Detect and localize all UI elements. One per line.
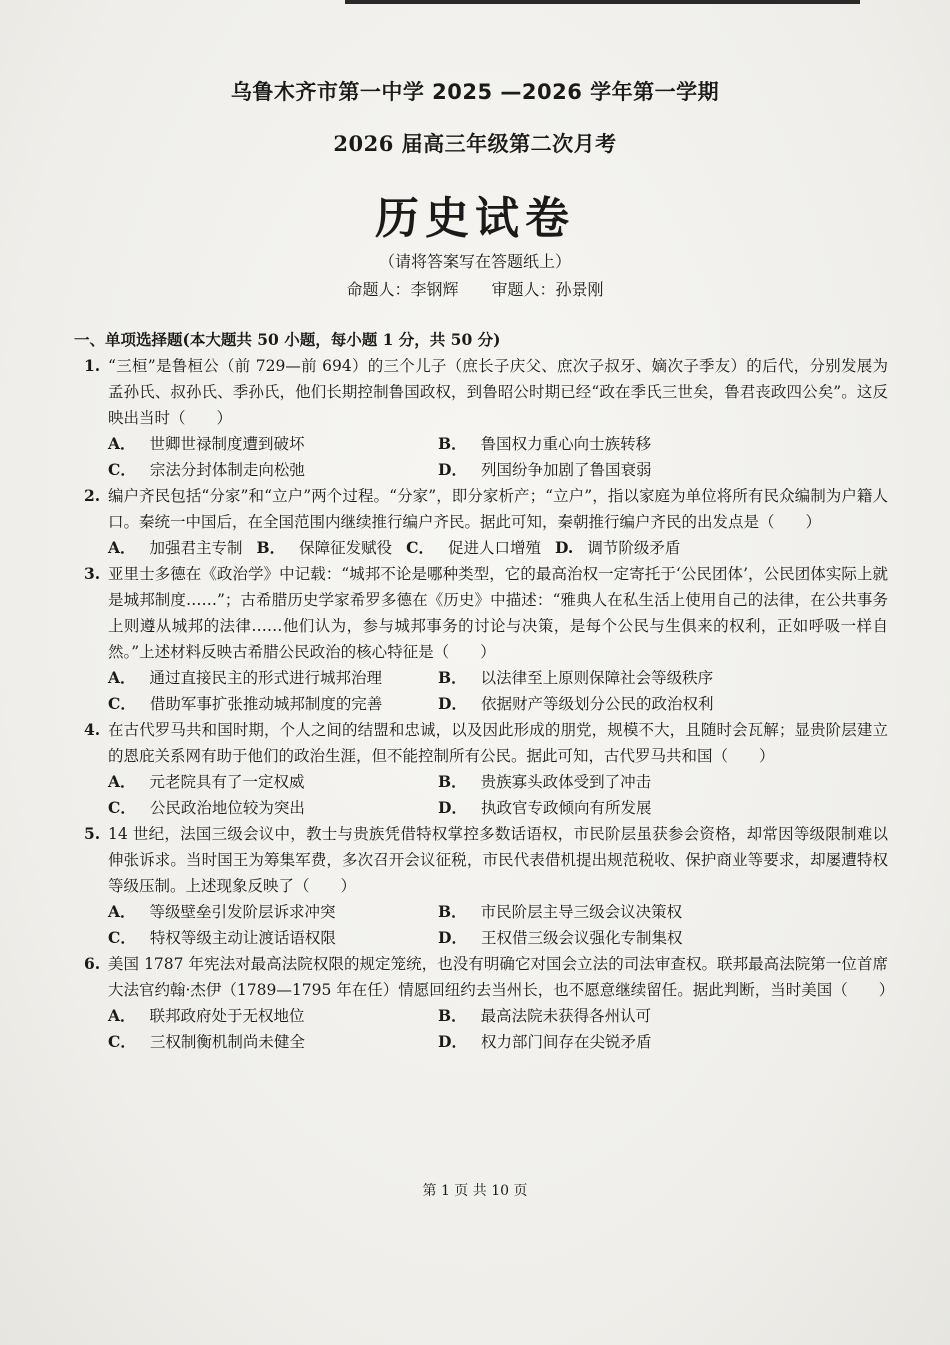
option-d: D． 王权借三级会议强化专制集权: [438, 928, 683, 947]
question-6: [78, 951, 895, 1003]
question-3: [78, 561, 888, 665]
question-stem: 亚里士多德在《政治学》中记载：“城邦不论是哪种类型，它的最高治权一定寄托于‘公民团体’，公民团体实际上就是城邦制度……”；古希腊历史学家希罗多德在《历史》中描述：“雅典人在私生活上使用自己的法律，在公共事务上则遵从城邦的法律……他们认为，参与城邦事务的讨论与决策，是每个公民与生俱来的权利，正如呼吸一样自然。”上述材料反映古希腊公民政治的核心特征是（ ）: [108, 565, 888, 661]
question-4: [78, 717, 888, 769]
option-d: D. 调节阶级矛盾: [555, 538, 681, 557]
options-3: [78, 665, 888, 717]
question-number: 2.: [84, 486, 101, 505]
question-stem: “三桓”是鲁桓公（前 729—前 694）的三个儿子（庶长子庆父、庶次子叔牙、嫡次子季友）的后代，分别发展为孟孙氏、叔孙氏、季孙氏，他们长期控制鲁国政权，到鲁昭公时期已经“政在季氏三世矣，鲁君丧政四公矣”。这反映出当时（ ）: [108, 357, 888, 427]
options-2: [78, 535, 888, 561]
option-d: D． 执政官专政倾向有所发展: [438, 798, 652, 817]
paper-title: 历史试卷: [375, 193, 575, 244]
option-a: A． 世卿世禄制度遭到破坏: [108, 434, 305, 453]
question-number: 4.: [84, 720, 101, 739]
option-a: A． 通过直接民主的形式进行城邦治理: [108, 668, 383, 687]
options-5: [78, 899, 888, 951]
question-number: 6.: [84, 954, 101, 973]
question-list: [74, 327, 895, 1055]
question-number: 1.: [84, 356, 101, 375]
question-number: 5.: [84, 824, 101, 843]
option-d: D． 列国纷争加剧了鲁国衰弱: [438, 460, 652, 479]
question-5: [78, 821, 888, 899]
exam-name-heading: 2026 届高三年级第二次月考: [333, 131, 617, 156]
option-b: B． 贵族寡头政体受到了冲击: [438, 772, 652, 791]
options-4: [78, 769, 888, 821]
option-a: A． 等级壁垒引发阶层诉求冲突: [108, 902, 336, 921]
option-b: B． 鲁国权力重心向士族转移: [438, 434, 652, 453]
scan-edge-bar: [345, 0, 860, 4]
option-c: C． 三权制衡机制尚未健全: [108, 1032, 305, 1051]
school-term-heading: 乌鲁木齐市第一中学 2025 —2026 学年第一学期: [230, 80, 720, 104]
option-c: C． 特权等级主动让渡话语权限: [108, 928, 336, 947]
option-b: B． 最高法院未获得各州认可: [438, 1006, 652, 1025]
question-stem: 美国 1787 年宪法对最高法院权限的规定笼统，也没有明确它对国会立法的司法审查权。联邦最高法院第一位首席大法官约翰·杰伊（1789—1795 年在任）情愿回纽约去当州长，也不愿意继续留任。据此判断，当时美国（ ）: [108, 955, 895, 999]
question-1: [78, 353, 888, 431]
option-b: B． 保障征发赋役: [256, 538, 393, 557]
option-a: A． 联邦政府处于无权地位: [108, 1006, 305, 1025]
option-a: A． 元老院具有了一定权威: [108, 772, 305, 791]
option-c: C． 促进人口增殖: [406, 538, 542, 557]
question-2: [78, 483, 888, 535]
option-d: D． 权力部门间存在尖锐矛盾: [438, 1032, 652, 1051]
question-reviewer: 审题人：孙景刚: [491, 280, 604, 299]
options-6: [78, 1003, 888, 1055]
question-stem: 编户齐民包括“分家”和“立户”两个过程。“分家”，即分家析产；“立户”，指以家庭为单位将所有民众编制为户籍人口。秦统一中国后，在全国范围内继续推行编户齐民。据此可知，秦朝推行编户齐民的出发点是（ ）: [108, 487, 888, 531]
option-a: A． 加强君主专制: [108, 538, 243, 557]
option-b: B． 市民阶层主导三级会议决策权: [438, 902, 683, 921]
options-1: [78, 431, 888, 483]
question-number: 3.: [84, 564, 101, 583]
option-d: D． 依据财产等级划分公民的政治权利: [438, 694, 714, 713]
option-c: C． 公民政治地位较为突出: [108, 798, 305, 817]
option-c: C． 宗法分封体制走向松弛: [108, 460, 305, 479]
answer-instruction: （请将答案写在答题纸上）: [378, 252, 571, 271]
option-b: B． 以法律至上原则保障社会等级秩序: [438, 668, 714, 687]
question-setter: 命题人：李钢辉: [346, 280, 459, 299]
question-stem: 在古代罗马共和国时期，个人之间的结盟和忠诚，以及因此形成的朋党，规模不大，且随时会瓦解；显贵阶层建立的恩庇关系网有助于他们的政治生涯，但不能控制所有公民。据此可知，古代罗马共和国（ ）: [108, 721, 888, 765]
question-stem: 14 世纪，法国三级会议中，教士与贵族凭借特权掌控多数话语权，市民阶层虽获参会资格，却常因等级限制难以伸张诉求。当时国王为筹集军费，多次召开会议征税，市民代表借机提出规范税收、保护商业等要求，却屡遭特权等级压制。上述现象反映了（ ）: [108, 825, 888, 895]
authors-line: [0, 277, 950, 300]
option-c: C． 借助军事扩张推动城邦制度的完善: [108, 694, 383, 713]
page-number: 第 1 页 共 10 页: [422, 1183, 528, 1199]
section-heading: 一、单项选择题(本大题共 50 小题，每小题 1 分，共 50 分): [74, 330, 501, 349]
